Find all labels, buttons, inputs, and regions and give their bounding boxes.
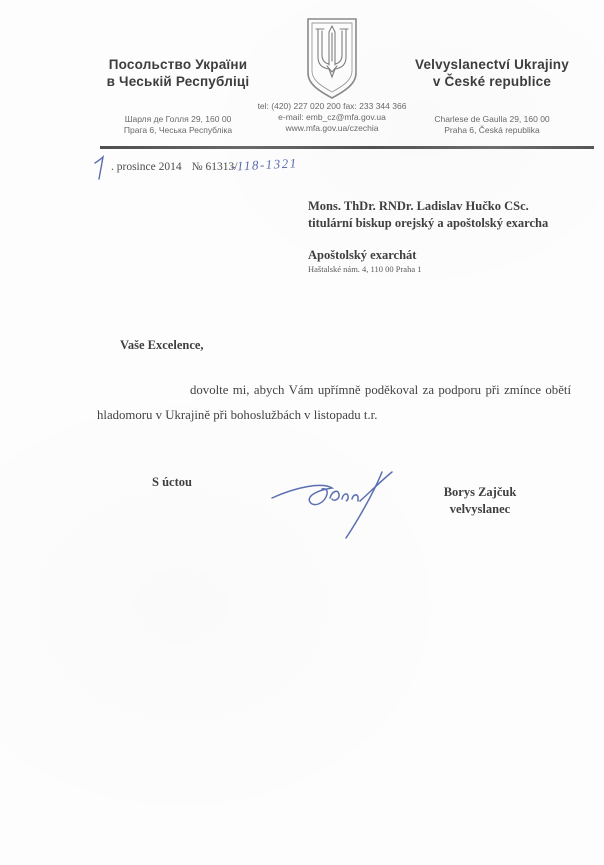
embassy-name-ukrainian-line2: в Чеській Республіці [106, 73, 250, 89]
address-ukrainian [88, 114, 268, 136]
address-czech [402, 114, 582, 136]
addressee-name-line1: Mons. ThDr. RNDr. Ladislav Hučko CSc. [308, 199, 529, 213]
contact-email: e-mail: emb_cz@mfa.gov.ua [278, 111, 386, 122]
embassy-name-ukrainian-line1: Посольство України [108, 57, 248, 72]
body-paragraph [97, 378, 571, 428]
embassy-name-ukrainian [88, 57, 268, 90]
handwritten-reference-number: -118-1321 [230, 155, 299, 174]
embassy-name-czech [402, 57, 582, 90]
body-paragraph-line1: dovolte mi, abych Vám upřímně poděkoval za podporu při zmínce obětí [190, 383, 571, 397]
letterhead-divider-rule [100, 146, 594, 149]
address-czech-line1: Charlese de Gaulla 29, 160 00 [434, 114, 550, 124]
embassy-name-czech-line2: v České republice [432, 73, 552, 89]
embassy-name-czech-line1: Velvyslanectví Ukrajiny [415, 57, 569, 72]
address-czech-line2: Praha 6, Česká republika [444, 125, 540, 135]
ukraine-trident-coat-of-arms-icon [305, 17, 359, 101]
contact-web: www.mfa.gov.ua/czechia [285, 122, 379, 133]
handwritten-day-numeral [92, 155, 108, 181]
contact-block [242, 101, 422, 133]
addressee-name-line2: titulární biskup orejský a apoštolský exarcha [308, 216, 549, 230]
reference-date: . prosince 2014 [111, 161, 182, 173]
salutation: Vaše Excelence, [120, 338, 204, 352]
addressee-block [308, 198, 588, 274]
handwritten-signature [268, 470, 408, 542]
signer-name: Borys Zajčuk [443, 485, 517, 499]
address-ukrainian-line2: Прага 6, Чеська Республіка [123, 125, 233, 135]
signer-title: velvyslanec [449, 501, 511, 516]
contact-tel-fax: tel: (420) 227 020 200 fax: 233 344 366 [257, 101, 407, 111]
reference-printed-text [111, 161, 237, 173]
valediction: S úctou [152, 475, 192, 489]
addressee-organization-address: Haštalské nám. 4, 110 00 Praha 1 [308, 264, 422, 274]
reference-number: № 61313/ [191, 161, 238, 173]
address-ukrainian-line1: Шарля де Голля 29, 160 00 [124, 114, 232, 124]
signer-block [410, 484, 550, 517]
addressee-organization: Apoštolský exarchát [308, 248, 417, 262]
body-paragraph-line2: hladomoru v Ukrajině při bohoslužbách v listopadu t.r. [97, 408, 378, 422]
